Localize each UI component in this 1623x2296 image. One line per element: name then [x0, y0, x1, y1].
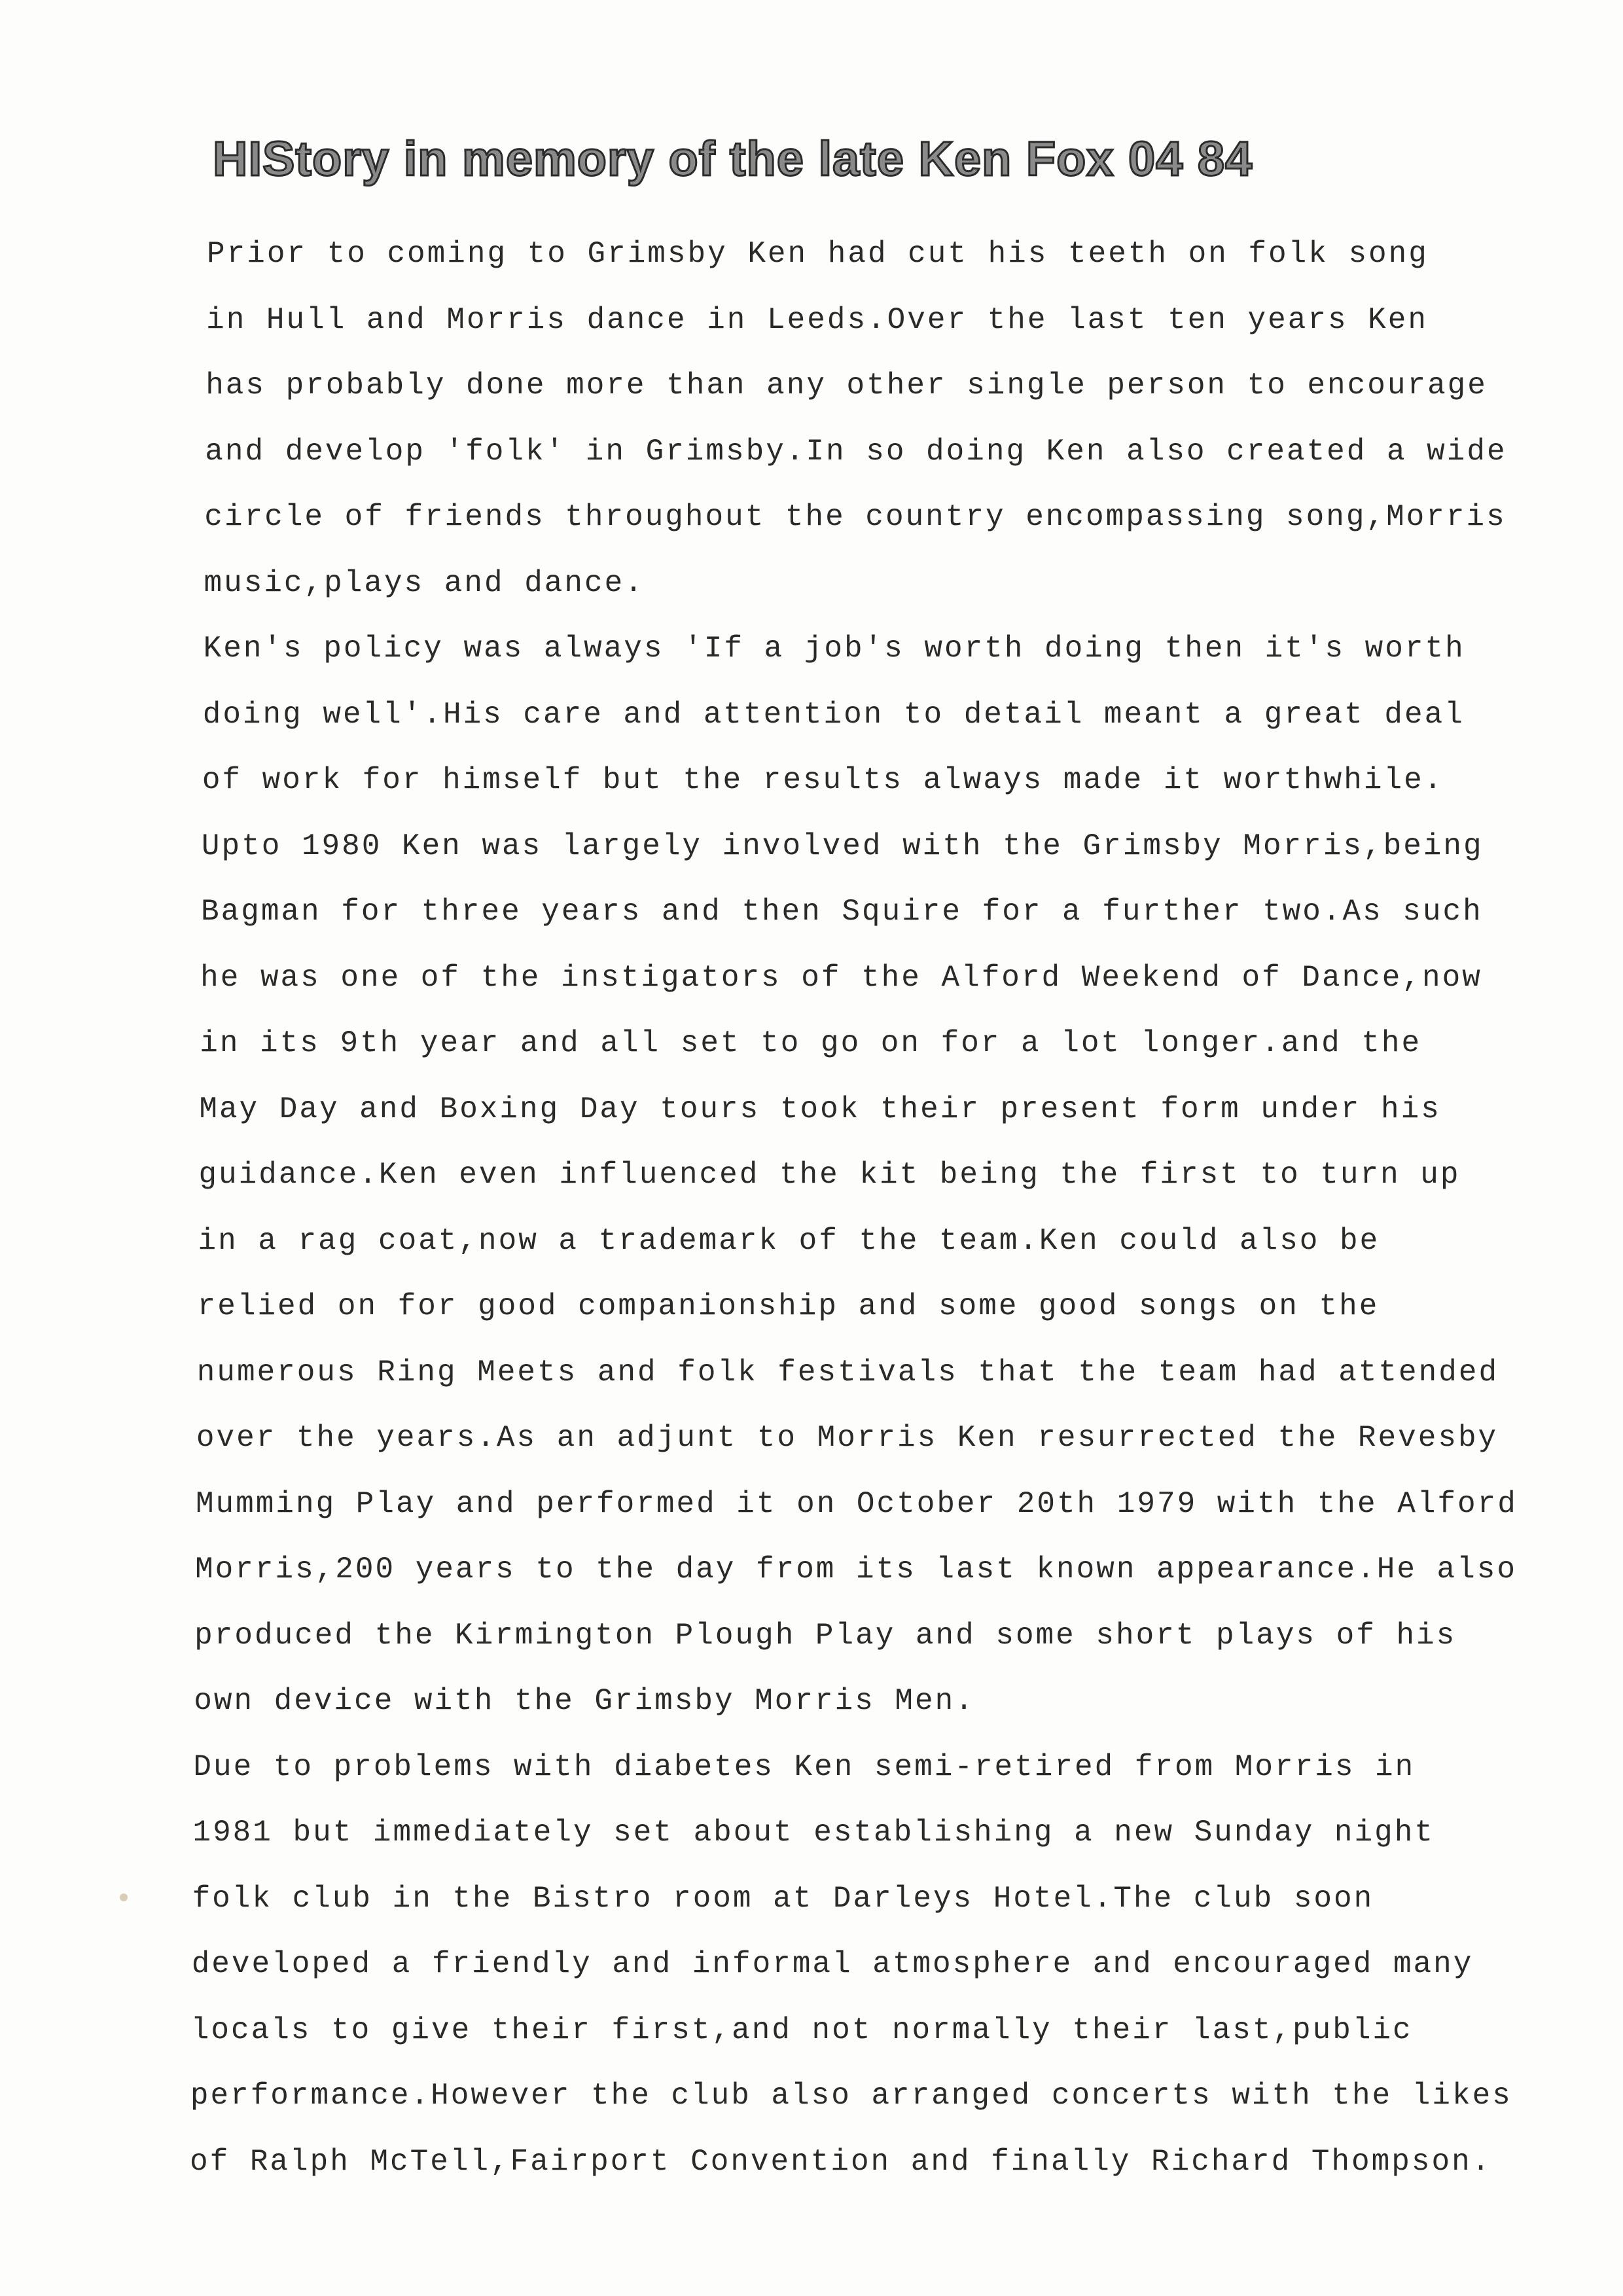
text-line: circle of friends throughout the country encompassing song,Morris — [204, 500, 1507, 534]
text-line: Upto 1980 Ken was largely involved with the Grimsby Morris,being — [201, 829, 1484, 863]
text-line: Morris,200 years to the day from its last known appearance.He also — [195, 1552, 1517, 1587]
text-line: folk club in the Bistro room at Darleys Hotel.The club soon — [192, 1881, 1374, 1916]
text-line: he was one of the instigators of the Alford Weekend of Dance,now — [200, 960, 1482, 995]
text-line: May Day and Boxing Day tours took their present form under his — [199, 1092, 1441, 1126]
text-line: of Ralph McTell,Fairport Convention and finally Richard Thompson. — [190, 2144, 1492, 2179]
text-line: performance.However the club also arranged concerts with the likes — [190, 2079, 1512, 2113]
text-line: locals to give their first,and not normally their last,public — [190, 2013, 1413, 2047]
text-line: 1981 but immediately set about establishing a new Sunday night — [192, 1816, 1435, 1850]
paper-speck — [120, 1893, 128, 1901]
text-line: guidance.Ken even influenced the kit being the first to turn up — [198, 1158, 1461, 1192]
document-title: HIStory in memory of the late Ken Fox 04 84 — [213, 132, 1253, 186]
text-line: of work for himself but the results always made it worthwhile. — [202, 763, 1444, 797]
text-line: relied on for good companionship and some good songs on the — [197, 1289, 1380, 1323]
text-line: Ken's policy was always 'If a job's worth doing then it's worth — [203, 632, 1465, 666]
text-line: Due to problems with diabetes Ken semi-retired from Morris in — [193, 1749, 1416, 1784]
text-line: has probably done more than any other single person to encourage — [205, 368, 1488, 403]
text-line: Prior to coming to Grimsby Ken had cut his teeth on folk song — [207, 237, 1429, 271]
text-line: music,plays and dance. — [204, 565, 645, 600]
text-line: numerous Ring Meets and folk festivals that the team had attended — [196, 1355, 1499, 1390]
text-line: Bagman for three years and then Squire for a further two.As such — [201, 895, 1483, 929]
text-line: own device with the Grimsby Morris Men. — [194, 1684, 975, 1718]
text-line: in a rag coat,now a trademark of the team.Ken could also be — [198, 1223, 1380, 1258]
text-line: doing well'.His care and attention to detail meant a great deal — [202, 697, 1465, 732]
text-line: Mumming Play and performed it on October 20th 1979 with the Alford — [195, 1486, 1518, 1521]
text-line: and develop 'folk' in Grimsby.In so doing Ken also created a wide — [205, 434, 1507, 469]
text-line: produced the Kirmington Plough Play and some short plays of his — [194, 1618, 1457, 1653]
text-line: developed a friendly and informal atmosphere and encouraged many — [191, 1947, 1474, 1981]
text-line: over the years.As an adjunt to Morris Ken resurrected the Revesby — [196, 1421, 1499, 1455]
text-line: in Hull and Morris dance in Leeds.Over the last ten years Ken — [206, 302, 1428, 337]
text-line: in its 9th year and all set to go on for a lot longer.and the — [200, 1026, 1422, 1060]
